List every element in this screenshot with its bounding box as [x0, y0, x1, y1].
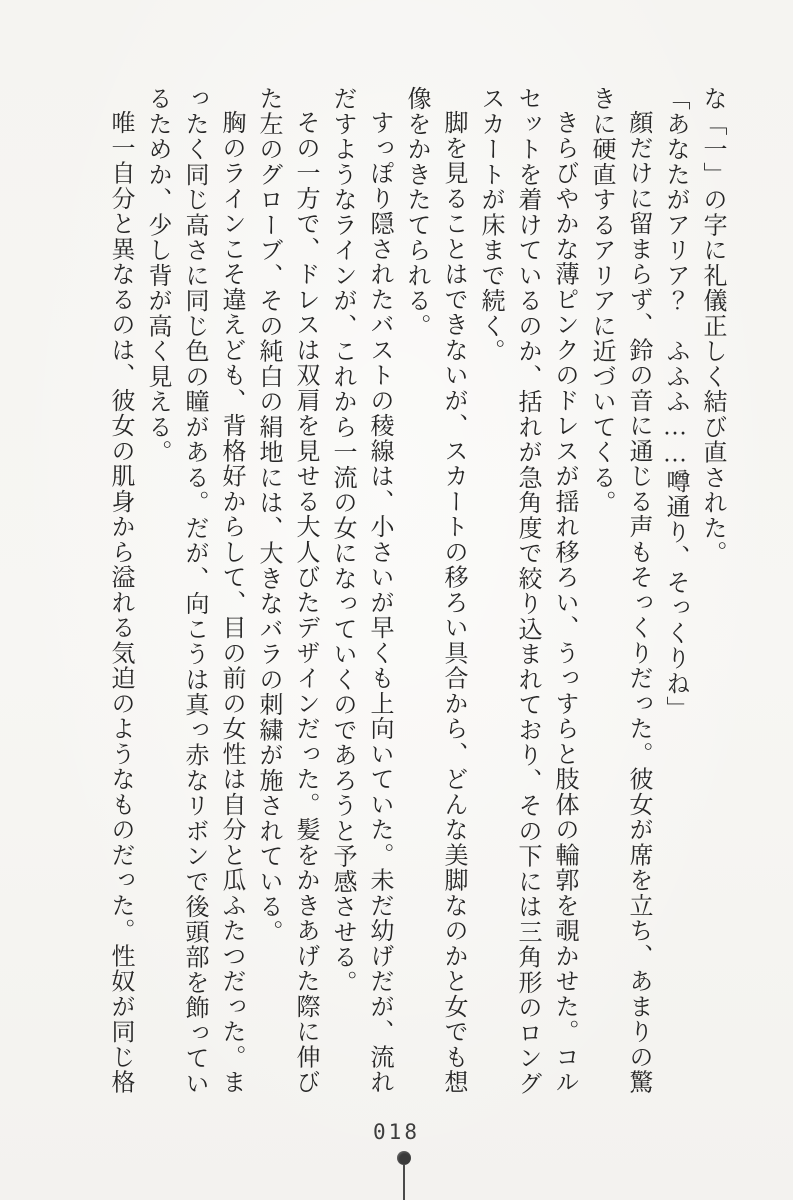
paragraph: その一方で、ドレスは双肩を見せる大人びたデザインだった。髪をかきあげた際に伸びた左のグローブ、その純白の絹地には、大きなバラの刺繍が施されている。	[255, 86, 318, 1095]
paragraph: 「あなたがアリア？ ふふふ……噂通り、そっくりね」	[662, 86, 688, 722]
paragraph: 唯一自分と異なるのは、彼女の肌身から溢れる気迫のようなものだった。性奴が同じ格	[107, 110, 133, 1095]
paragraph: すっぽり隠されたバストの稜線は、小さいが早くも上向いていた。未だ幼げだが、流れだすようなラインが、これから一流の女になっていくのであろうと予感させる。	[329, 86, 392, 1095]
paragraph: な「一」の字に礼儀正しく結び直された。	[699, 86, 725, 566]
paragraph: 胸のラインこそ違えども、背格好からして、目の前の女性は自分と瓜ふたつだった。まったく同じ高さに同じ色の瞳がある。だが、向こうは真っ赤なリボンで後頭部を飾っているためか、少し背が高く見える。	[144, 86, 244, 1096]
text-block	[90, 86, 730, 1096]
pin-marker-icon	[396, 1151, 412, 1200]
page-number: 018	[373, 1120, 420, 1144]
pin-stem	[403, 1164, 405, 1200]
page-footer	[0, 1120, 793, 1144]
pin-head-icon	[397, 1151, 411, 1165]
paragraph: 脚を見ることはできないが、スカートの移ろい具合から、どんな美脚なのかと女でも想像をかきたてられる。	[403, 86, 466, 1095]
paragraph: 顔だけに留まらず、鈴の音に通じる声もそっくりだった。彼女が席を立ち、あまりの驚きに硬直するアリアに近づいてくる。	[588, 86, 651, 1095]
paragraph: きらびやかな薄ピンクのドレスが揺れ移ろい、うっすらと肢体の輪郭を覗かせた。コルセットを着けているのか、括れが急角度で絞り込まれており、その下には三角形のロングスカートが床まで続く。	[477, 86, 577, 1096]
